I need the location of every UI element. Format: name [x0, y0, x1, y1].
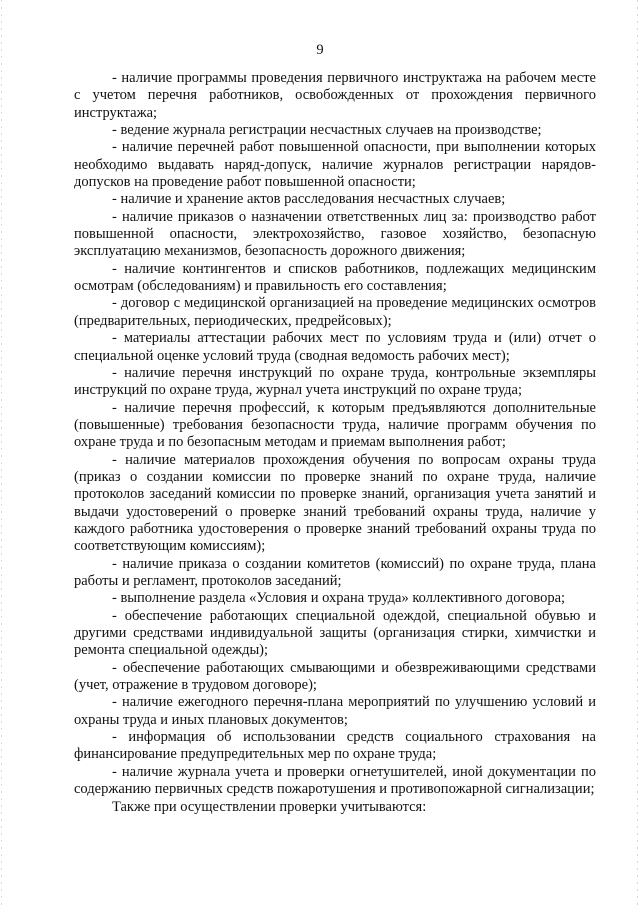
paragraph-workplace-assessment: - материалы аттестации рабочих мест по условиям труда и (или) отчет о специальной оценке условий труда (сводная ведомость рабочих мест);	[74, 330, 596, 364]
document-body	[74, 70, 596, 817]
paragraph-protective-clothing: - обеспечение работающих специальной одеждой, специальной обувью и другими средствами индивидуальной защиты (организация стирки, химчистки и ремонта специальной одежды);	[74, 607, 596, 659]
paragraph-accident-journal: - ведение журнала регистрации несчастных случаев на производстве;	[112, 122, 542, 139]
paragraph-committees-order: - наличие приказа о создании комитетов (комиссий) по охране труда, плана работы и регламент, протоколов заседаний;	[74, 555, 596, 589]
paragraph-instruction-program: - наличие программы проведения первичного инструктажа на рабочем месте с учетом перечня работников, освобожденных от прохождения первичного инструктажа;	[74, 70, 596, 121]
paragraph-hazardous-work-permits: - наличие перечней работ повышенной опасности, при выполнении которых необходимо выдавать наряд-допуск, наличие журналов регистрации нарядов-допусков на проведение работ повышенной опасности;	[74, 139, 596, 191]
paragraph-washing-agents: - обеспечение работающих смывающими и обезвреживающими средствами (учет, отражение в трудовом договоре);	[74, 659, 596, 694]
paragraph-medical-contract: - договор с медицинской организацией на проведение медицинских осмотров (предварительных, периодических, предрейсовых);	[74, 295, 596, 329]
paragraph-fire-extinguishers: - наличие журнала учета и проверки огнетушителей, иной документации по содержанию первичных средств пожаротушения и противопожарной сигнализации;	[74, 763, 596, 798]
scan-edge-left	[1, 0, 2, 905]
paragraph-medical-lists: - наличие контингентов и списков работников, подлежащих медицинским осмотрам (обследованиям) и правильность его составления;	[74, 260, 596, 295]
page-number: 9	[316, 42, 324, 58]
paragraph-annual-plan: - наличие ежегодного перечня-плана мероприятий по улучшению условий и охраны труда и иных плановых документов;	[74, 694, 596, 728]
paragraph-training-materials: - наличие материалов прохождения обучения по вопросам охраны труда (приказ о создании комиссии по проверке знаний по охране труда, наличие протоколов заседаний комиссии по проверке знаний, организация учета занятий и выдачи удостоверений о проверке знаний требований охраны труда, наличие у каждого работника удостоверения о проверке знаний требований охраны труда по соответствующим комиссиям);	[74, 451, 596, 555]
paragraph-investigation-acts: - наличие и хранение актов расследования несчастных случаев;	[112, 191, 506, 208]
scan-edge-right	[637, 0, 638, 905]
paragraph-collective-agreement: - выполнение раздела «Условия и охрана труда» коллективного договора;	[112, 590, 566, 607]
paragraph-responsible-orders: - наличие приказов о назначении ответственных лиц за: производство работ повышенной опасности, электрохозяйство, газовое хозяйство, безопасную эксплуатацию механизмов, безопасность дорожного движения;	[74, 208, 596, 260]
paragraph-social-insurance: - информация об использовании средств социального страхования на финансирование предупредительных мер по охране труда;	[74, 729, 596, 763]
paragraph-also-considered: Также при осуществлении проверки учитываются:	[112, 799, 427, 816]
paragraph-professions-list: - наличие перечня профессий, к которым предъявляются дополнительные (повышенные) требования безопасности труда, наличие программ обучения по охране труда и по безопасным методам и приемам выполнения работ;	[74, 399, 596, 451]
paragraph-safety-instructions: - наличие перечня инструкций по охране труда, контрольные экземпляры инструкций по охране труда, журнал учета инструкций по охране труда;	[74, 364, 596, 399]
